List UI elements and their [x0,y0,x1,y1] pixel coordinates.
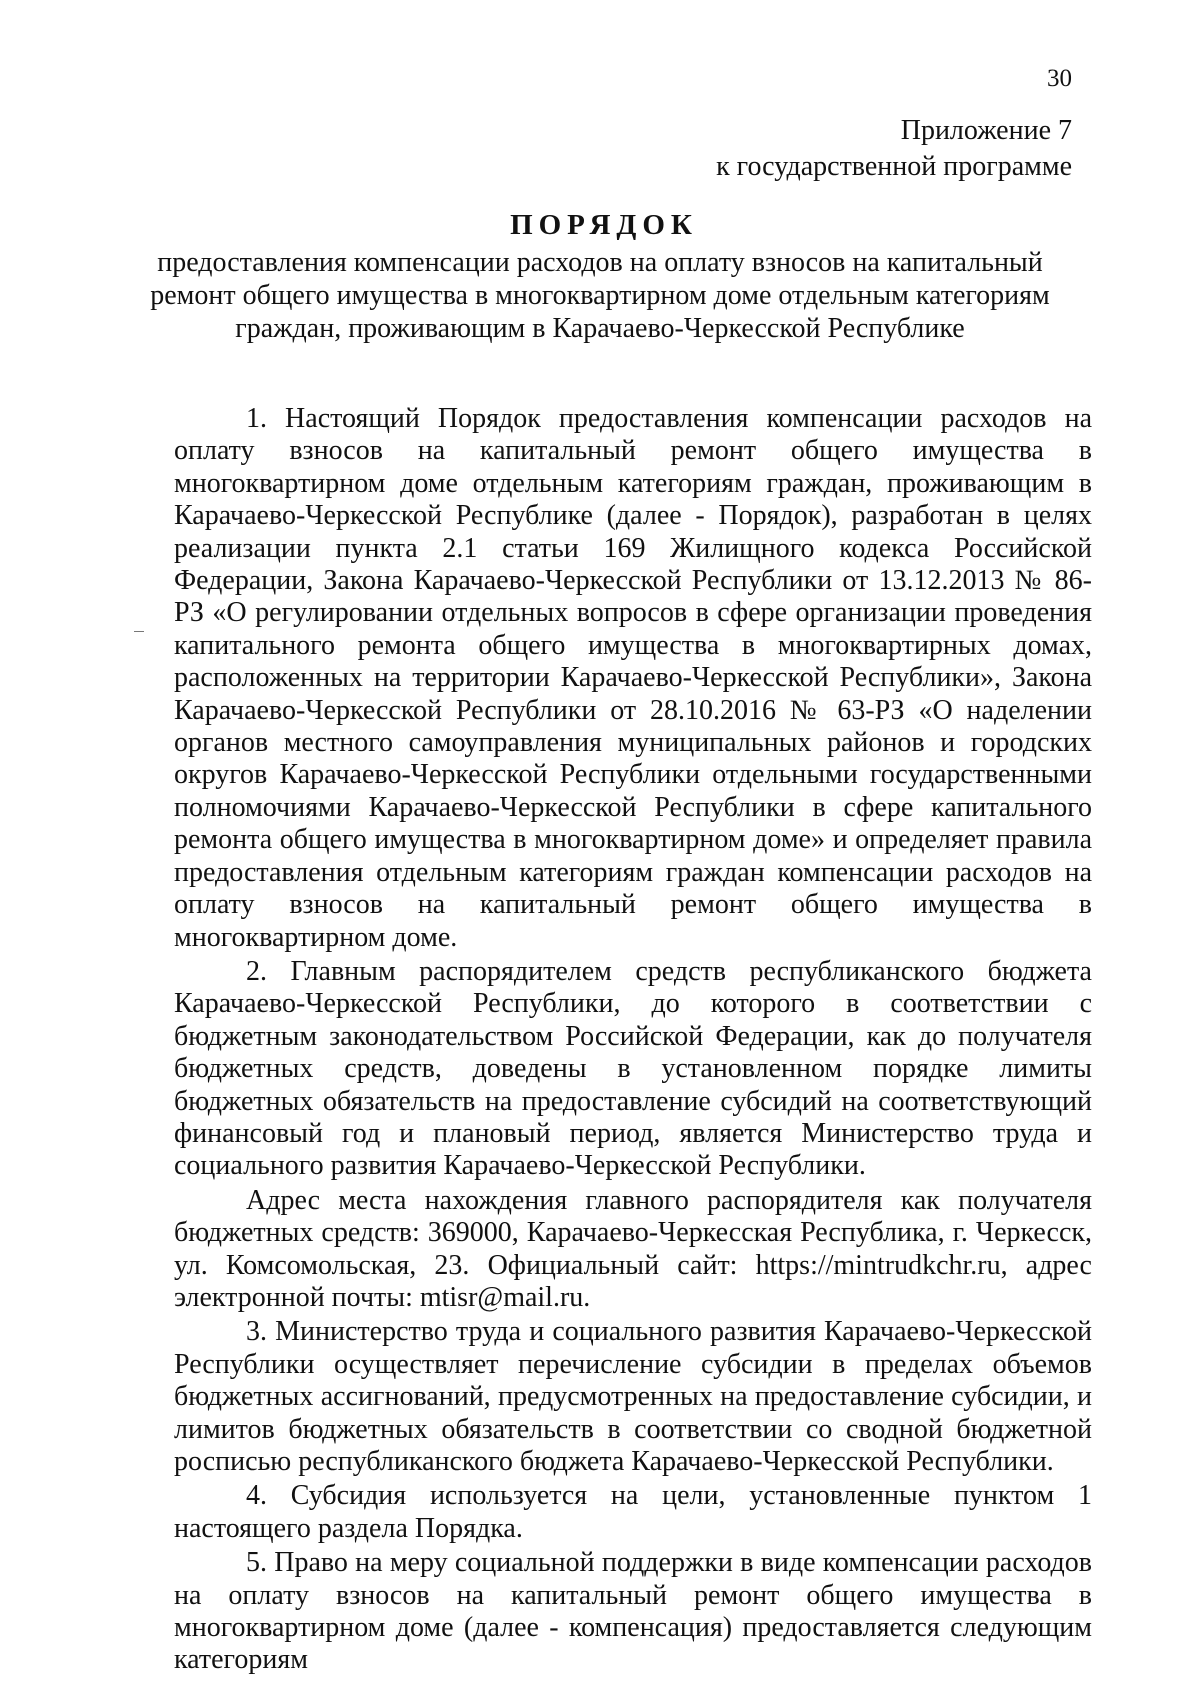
document-subtitle: предоставления компенсации расходов на оплату взносов на капитальный ремонт общего имущества в многоквартирном доме отдельным категориям граждан, проживающим в Карачаево-Черкесской Республике [150,247,1050,344]
appendix-reference: к государственной программе [716,151,1072,182]
appendix-header [716,113,1072,185]
paragraph-3: 3. Министерство труда и социального развития Карачаево-Черкесской Республики осуществляет перечисление субсидии в пределах объемов бюджетных ассигнований, предусмотренных на предоставление субсидии, и лимитов бюджетных обязательств в соответствии со сводной бюджетной росписью республиканского бюджета Карачаево-Черкесской Республики. [174,1316,1092,1477]
document-body [174,403,1092,1677]
appendix-label: Приложение 7 [900,115,1072,146]
paragraph-5: 5. Право на меру социальной поддержки в виде компенсации расходов на оплату взносов на капитальный ремонт общего имущества в многоквартирном доме (далее - компенсация) предоставляется следующим категориям [174,1547,1092,1676]
document-title-block [0,208,1200,345]
paragraph-4: 4. Субсидия используется на цели, установленные пунктом 1 настоящего раздела Порядка. [174,1480,1092,1544]
paragraph-1: 1. Настоящий Порядок предоставления компенсации расходов на оплату взносов на капитальный ремонт общего имущества в многоквартирном доме отдельным категориям граждан, проживающим в Карачаево-Черкесской Республике (далее - Порядок), разработан в целях реализации пункта 2.1 статьи 169 Жилищного кодекса Российской Федерации, Закона Карачаево-Черкесской Республики от 13.12.2013 № 86-РЗ «О регулировании отдельных вопросов в сфере организации проведения капитального ремонта общего имущества в многоквартирных домах, расположенных на территории Карачаево-Черкесской Республики», Закона Карачаево-Черкесской Республики от 28.10.2016 № 63-РЗ «О наделении органов местного самоуправления муниципальных районов и городских округов Карачаево-Черкесской Республики отдельными государственными полномочиями Карачаево-Черкесской Республики в сфере капитального ремонта общего имущества в многоквартирном доме» и определяет правила предоставления отдельным категориям граждан компенсации расходов на оплату взносов на капитальный ремонт общего имущества в многоквартирном доме. [174,403,1092,953]
paragraph-2: 2. Главным распорядителем средств республиканского бюджета Карачаево-Черкесской Республики, до которого в соответствии с бюджетным законодательством Российской Федерации, как до получателя бюджетных средств, доведены в установленном порядке лимиты бюджетных обязательств на предоставление субсидий на соответствующий финансовый год и плановый период, является Министерство труда и социального развития Карачаево-Черкесской Республики. [174,955,1092,1182]
document-title: ПОРЯДОК [510,209,698,241]
margin-mark [134,631,144,632]
paragraph-address: Адрес места нахождения главного распорядителя как получателя бюджетных средств: 369000, Карачаево-Черкесская Республика, г. Черкесск, ул. Комсомольская, 23. Официальный сайт: https://mintrudkchr.ru, адрес электронной почты: mtisr@mail.ru. [174,1184,1092,1313]
page-number: 30 [1047,65,1072,92]
